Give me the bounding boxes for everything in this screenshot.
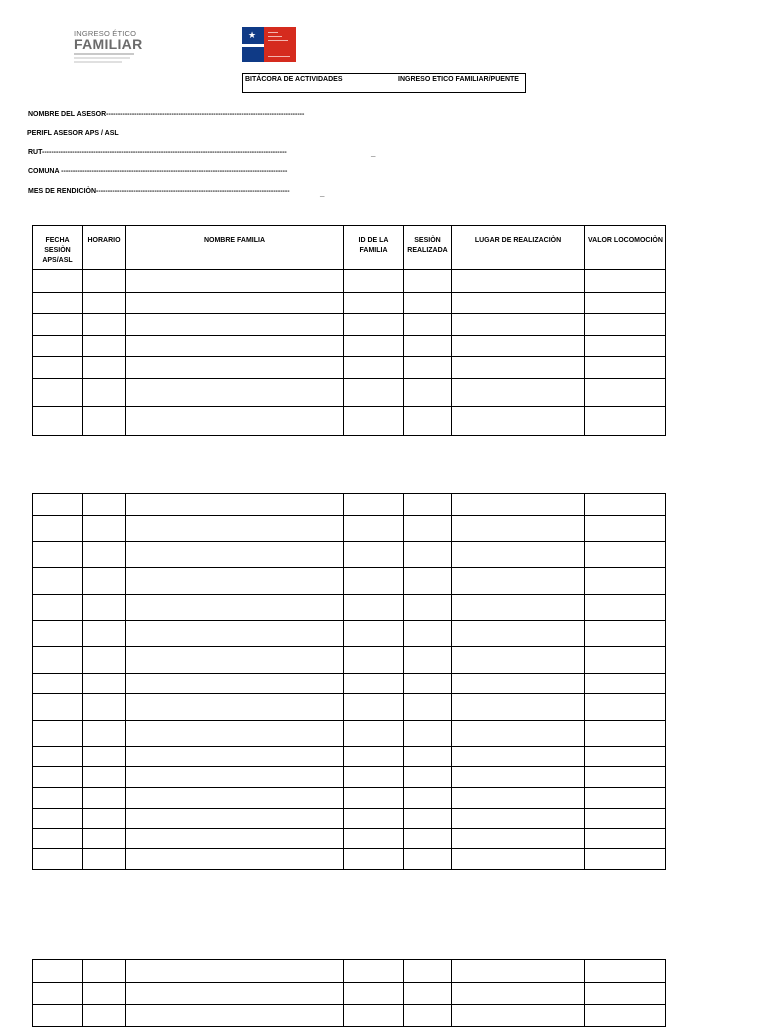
table-row[interactable] <box>33 595 666 621</box>
activities-table-2 <box>32 493 666 870</box>
field-mes-rendicion[interactable]: MES DE RENDICIÒN----------------------------------------------------------------------------------- <box>28 188 290 195</box>
table-row[interactable] <box>33 407 666 436</box>
table-header-row <box>33 226 666 270</box>
logo-tagline-2 <box>74 61 122 63</box>
header-lugar: LUGAR DE REALIZACIÒN <box>452 226 585 270</box>
table-row[interactable] <box>33 960 666 983</box>
table-row[interactable] <box>33 494 666 516</box>
field-rut[interactable]: RUT--------------------------------------------------------------------------------------------------------- <box>28 149 287 156</box>
table-row[interactable] <box>33 293 666 314</box>
header-nombre-familia: NOMBRE FAMILIA <box>126 226 344 270</box>
table-row[interactable] <box>33 694 666 721</box>
title-bitacora: BITÁCORA DE ACTIVIDADES <box>245 76 343 83</box>
flag-white-stripe <box>242 44 264 47</box>
field-comuna[interactable]: COMUNA ------------------------------------------------------------------------------------------------- <box>28 168 288 175</box>
table-row[interactable] <box>33 379 666 407</box>
field-nombre-asesor[interactable]: NOMBRE DEL ASESOR------------------------------------------------------------------------------------- <box>28 111 305 118</box>
table-row[interactable] <box>33 674 666 694</box>
table-row[interactable] <box>33 647 666 674</box>
table-row[interactable] <box>33 621 666 647</box>
table-row[interactable] <box>33 767 666 788</box>
logo-tagline-1 <box>74 57 130 59</box>
gobierno-de-chile-logo <box>242 27 296 62</box>
table-row[interactable] <box>33 1005 666 1027</box>
title-program: INGRESO ETICO FAMILIAR/PUENTE <box>398 76 519 83</box>
header-id-familia: ID DE LA FAMILIA <box>344 226 404 270</box>
table-row[interactable] <box>33 849 666 870</box>
table-row[interactable] <box>33 721 666 747</box>
activities-table-3 <box>32 959 666 1027</box>
table-row[interactable] <box>33 983 666 1005</box>
table-row[interactable] <box>33 357 666 379</box>
table-row[interactable] <box>33 516 666 542</box>
header-sesion-realizada: SESIÒN REALIZADA <box>404 226 452 270</box>
table-row[interactable] <box>33 788 666 809</box>
table-row[interactable] <box>33 829 666 849</box>
header-fecha: FECHA SESIÒN APS/ASL <box>33 226 83 270</box>
rut-mark: _ <box>371 149 376 158</box>
field-perfil-asesor[interactable]: PERIFL ASESOR APS / ASL <box>27 130 119 137</box>
header-valor-locomocion: VALOR LOCOMOCIÒN <box>585 226 666 270</box>
star-icon: ★ <box>248 30 257 40</box>
table-row[interactable] <box>33 747 666 767</box>
table-row[interactable] <box>33 314 666 336</box>
logo-underline <box>74 53 134 55</box>
logo-line-1: INGRESO ÉTICO <box>74 29 137 38</box>
table-row[interactable] <box>33 336 666 357</box>
ingreso-etico-familiar-logo <box>74 29 143 62</box>
table-row[interactable] <box>33 542 666 568</box>
mes-mark: _ <box>320 189 325 198</box>
activities-table-1 <box>32 225 666 436</box>
table-row[interactable] <box>33 809 666 829</box>
table-row[interactable] <box>33 568 666 595</box>
table-row[interactable] <box>33 270 666 293</box>
logo-line-2: FAMILIAR <box>74 36 143 52</box>
header-horario: HORARIO <box>83 226 126 270</box>
title-box <box>242 73 526 93</box>
